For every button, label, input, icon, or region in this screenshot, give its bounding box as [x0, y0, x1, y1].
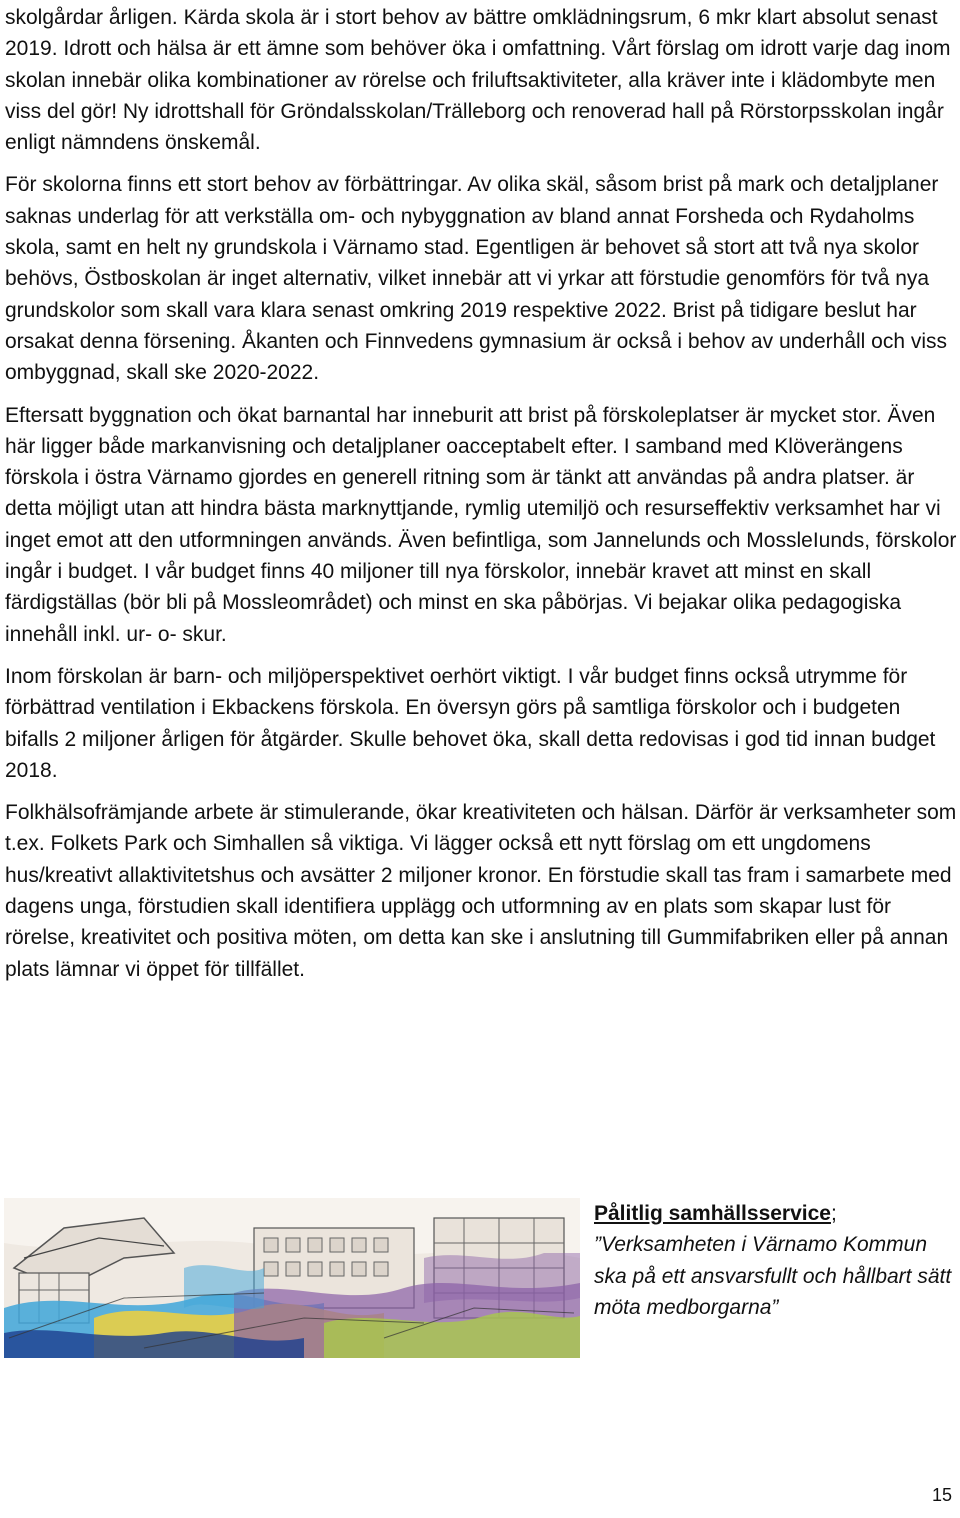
- paragraph-public-health: Folkhälsofrämjande arbete är stimulerande, ökar kreativiteten och hälsan. Därför är verksamheter som t.ex. Folkets Park och Simhallen så viktiga. Vi lägger också ett nytt förslag om ett ungdomens hus/kreativt allaktivitetshus och avsätter 2 miljoner kronor. En förstudie skall tas fram i samarbete med dagens unga, förstudien skall identifiera upplägg och utformning av en plats som skapar lust för rörelse, kreativitet och positiva möten, om detta kan ske i anslutning till Gummifabriken eller på annan plats lämnar vi öppet för tillfället.: [5, 801, 957, 981]
- paragraph-schools: För skolorna finns ett stort behov av förbättringar. Av olika skäl, såsom brist på mark och detaljplaner saknas underlag för att verkställa om- och nybyggnation av bland annat Forsheda och Rydaholms skola, samt en helt ny grundskola i Värnamo stad. Egentligen är behovet så stort att två nya skolor behövs, Östboskolan är inget alternativ, vilket innebär att vi yrkar att förstudie genomförs för två nya grundskolor som skall vara klara senast omkring 2019 respektive 2022. Brist på tidigare beslut har orsakat denna försening. Åkanten och Finnvedens gymnasium är också i behov av underhåll och viss ombyggnad, skall ske 2020-2022.: [5, 173, 948, 385]
- municipal-buildings-image: [4, 1198, 580, 1358]
- quote-box: [594, 1198, 954, 1323]
- quote-text: ”Verksamheten i Värnamo Kommun ska på ett ansvarsfullt och hållbart sätt möta medborgarna”: [594, 1233, 952, 1319]
- quote-heading: Pålitlig samhällsservice: [594, 1202, 831, 1225]
- body-text: [5, 2, 957, 996]
- municipal-buildings-watercolor-icon: [4, 1198, 580, 1358]
- quote-heading-suffix: ;: [830, 1202, 837, 1225]
- paragraph-preschool-places: Eftersatt byggnation och ökat barnantal har inneburit att brist på förskoleplatser är mycket stor. Även här ligger både markanvisning och detaljplaner oacceptabelt efter. I samband med Klöverängens förskola i östra Värnamo gjordes en generell ritning som är tänkt att användas på andra platser. är detta möjligt utan att hindra bästa marknyttjande, rymlig utemiljö och resurseffektiv verksamhet har vi inget emot att den utformningen används. Även befintliga, som Jannelunds och MossleIunds, förskolor ingår i budget. I vår budget finns 40 miljoner till nya förskolor, innebär kravet att minst en skall färdigställas (bör bli på Mossleområdet) och minst en ska påbörjas. Vi bejakar olika pedagogiska innehåll inkl. ur- o- skur.: [5, 403, 957, 646]
- page-number: 15: [931, 1485, 952, 1505]
- paragraph-sports-halls: skolgårdar årligen. Kärda skola är i stort behov av bättre omklädningsrum, 6 mkr klart absolut senast 2019. Idrott och hälsa är ett ämne som behöver öka i omfattning. Vårt förslag om idrott varje dag inom skolan innebär olika kombinationer av rörelse och friluftsaktiviteter, alla kräver inte i klädombyte men viss del gör! Ny idrottshall för Gröndalsskolan/Trälleborg och renoverad hall på Rörstorpsskolan ingår enligt nämndens önskemål.: [5, 6, 951, 155]
- paragraph-preschool-environment: Inom förskolan är barn- och miljöperspektivet oerhört viktigt. I vår budget finns också utrymme för förbättrad ventilation i Ekbackens förskola. En översyn görs på samtliga förskolor och i budgeten bifalls 2 miljoner årligen för åtgärder. Skulle behovet öka, skall detta redovisas i god tid innan budget 2018.: [5, 664, 936, 782]
